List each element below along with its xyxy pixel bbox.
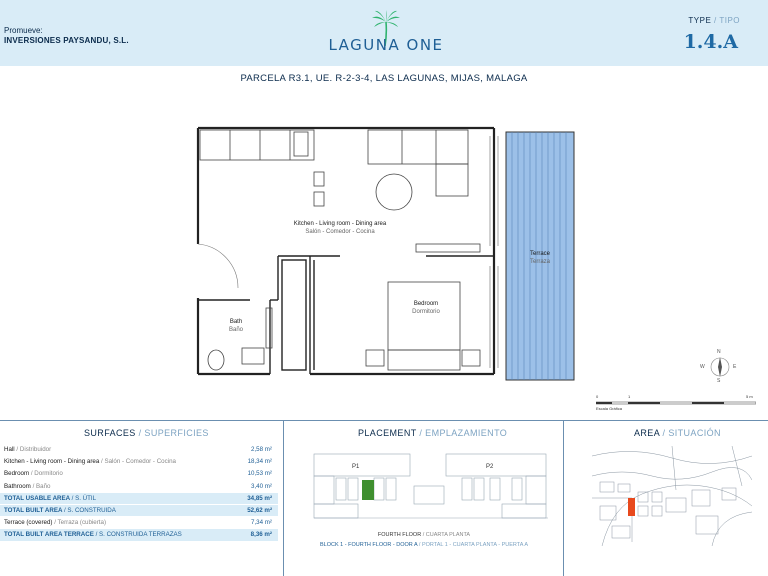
- surfaces-title: [84, 428, 209, 438]
- bath-label-es: Baño: [228, 327, 243, 333]
- placement-title-en: PLACEMENT: [358, 428, 417, 438]
- surface-value: 8,36 m²: [250, 531, 272, 539]
- scale-bar: [596, 394, 756, 412]
- compass-north: N: [717, 349, 721, 355]
- surface-label: Bathroom: [4, 482, 31, 490]
- compass-south: S: [717, 378, 721, 384]
- building-footprint: [312, 446, 550, 532]
- bath-label-en: Bath: [229, 319, 243, 325]
- surface-label-es: / Salón - Comedor - Cocina: [101, 458, 176, 466]
- surface-label: Bedroom: [4, 470, 30, 478]
- surface-label-es: / S. ÚTIL: [71, 494, 97, 502]
- promoter-name: INVERSIONES PAYSANDU, S.L.: [4, 36, 129, 45]
- placement-floor-en: FOURTH FLOOR: [377, 532, 422, 538]
- surface-label-es: / Distribuidor: [16, 446, 52, 454]
- terrace-label-es: Terraza: [529, 259, 550, 265]
- surface-label-es: / Baño: [32, 482, 51, 490]
- area-title: [634, 428, 721, 438]
- kitchen-label-en: Kitchen - Living room - Dining area: [293, 221, 387, 227]
- terrace-label-en: Terrace: [529, 251, 550, 257]
- surface-value: 34,85 m²: [247, 494, 272, 502]
- sofa: [368, 130, 468, 196]
- surface-label: TOTAL BUILT AREA TERRACE: [4, 531, 94, 539]
- placement-floor: [284, 532, 564, 538]
- placement-floor-es: / CUARTA PLANTA: [422, 532, 471, 538]
- property-address: PARCELA R3.1, UE. R-2-3-4, LAS LAGUNAS, MIJAS, MALAGA: [240, 73, 528, 84]
- surface-total-row: [0, 493, 278, 505]
- bedroom-label-es: Dormitorio: [412, 309, 440, 315]
- panel-divider: [283, 420, 284, 576]
- scale-left: 0: [596, 394, 599, 399]
- unit-highlight: [362, 480, 374, 500]
- surface-label: TOTAL BUILT AREA: [4, 507, 63, 515]
- outer-walls: [198, 128, 494, 374]
- type-label: [688, 16, 740, 25]
- surface-value: 52,62 m²: [247, 507, 272, 515]
- surface-row: [0, 456, 278, 468]
- kitchen-living-label: [270, 220, 410, 236]
- surface-row: [0, 444, 278, 456]
- portal-2-label: P2: [486, 464, 494, 470]
- surface-row: [0, 517, 278, 529]
- type-label-en: TYPE: [688, 16, 712, 25]
- type-label-es: / TIPO: [714, 16, 740, 25]
- surfaces-table: [0, 444, 278, 542]
- site-highlight: [628, 498, 635, 516]
- surface-label: TOTAL USABLE AREA: [4, 494, 70, 502]
- surface-value: 3,40 m²: [251, 482, 272, 490]
- surface-label: Hall: [4, 446, 15, 454]
- promoter-label: Promueve:: [4, 26, 43, 35]
- terrace-label: [510, 250, 570, 266]
- placement-block-en: BLOCK 1 - FOURTH FLOOR - DOOR A: [319, 542, 418, 548]
- bedroom-label: [394, 300, 458, 316]
- surface-label-es: / Terraza (cubierta): [54, 519, 107, 527]
- placement-title-es: / EMPLAZAMIENTO: [419, 428, 508, 438]
- bath-label: [216, 318, 256, 334]
- surface-value: 7,34 m²: [251, 519, 272, 527]
- compass-east: E: [733, 364, 737, 370]
- site-map-drawing: [592, 446, 752, 546]
- surface-label-es: / S. CONSTRUIDA TERRAZAS: [95, 531, 182, 539]
- placement-block: [284, 542, 564, 548]
- compass-icon: [700, 349, 740, 386]
- floor-plan-drawing: [190, 112, 590, 384]
- surface-total-row: [0, 505, 278, 517]
- surface-label-es: / Dormitorio: [30, 470, 63, 478]
- kitchen-label-es: Salón - Comedor - Cocina: [305, 229, 375, 235]
- surface-total-row: [0, 529, 278, 541]
- scale-right: 5 m: [746, 394, 753, 399]
- logo-text: LAGUNA ONE: [328, 36, 444, 54]
- surface-value: 2,58 m²: [251, 446, 272, 454]
- surface-row: [0, 481, 278, 493]
- floor-plan: [190, 112, 590, 384]
- surface-row: [0, 468, 278, 480]
- area-title-es: / SITUACIÓN: [662, 428, 721, 438]
- area-map: [592, 446, 752, 546]
- compass-west: W: [700, 364, 705, 370]
- surfaces-title-es: / SUPERFICIES: [138, 428, 209, 438]
- scale-mid: 1: [628, 394, 631, 399]
- area-title-en: AREA: [634, 428, 660, 438]
- placement-title: [358, 428, 507, 438]
- surface-label: Terrace (covered): [4, 519, 53, 527]
- header-band: [0, 0, 768, 66]
- bedroom-label-en: Bedroom: [413, 301, 439, 307]
- surface-label-es: / S. CONSTRUIDA: [63, 507, 116, 515]
- bed: [366, 282, 480, 370]
- placement-plan: [312, 446, 550, 546]
- portal-1-label: P1: [352, 464, 360, 470]
- entrance-door-swing: [198, 244, 238, 288]
- placement-block-es: / PORTAL 1 - CUARTA PLANTA - PUERTA A: [418, 542, 529, 548]
- surface-label: Kitchen - Living room - Dining area: [4, 458, 100, 466]
- dining-table: [376, 174, 412, 210]
- surface-value: 18,34 m²: [247, 458, 272, 466]
- tv-unit: [416, 244, 480, 252]
- panel-divider: [563, 420, 564, 576]
- type-value: 1.4.A: [683, 31, 738, 53]
- laguna-one-logo: [316, 8, 456, 60]
- surfaces-title-en: SURFACES: [84, 428, 136, 438]
- scale-caption: Escala Gráfica: [596, 406, 623, 411]
- surface-value: 10,53 m²: [247, 470, 272, 478]
- kitchen-counter: [200, 130, 324, 206]
